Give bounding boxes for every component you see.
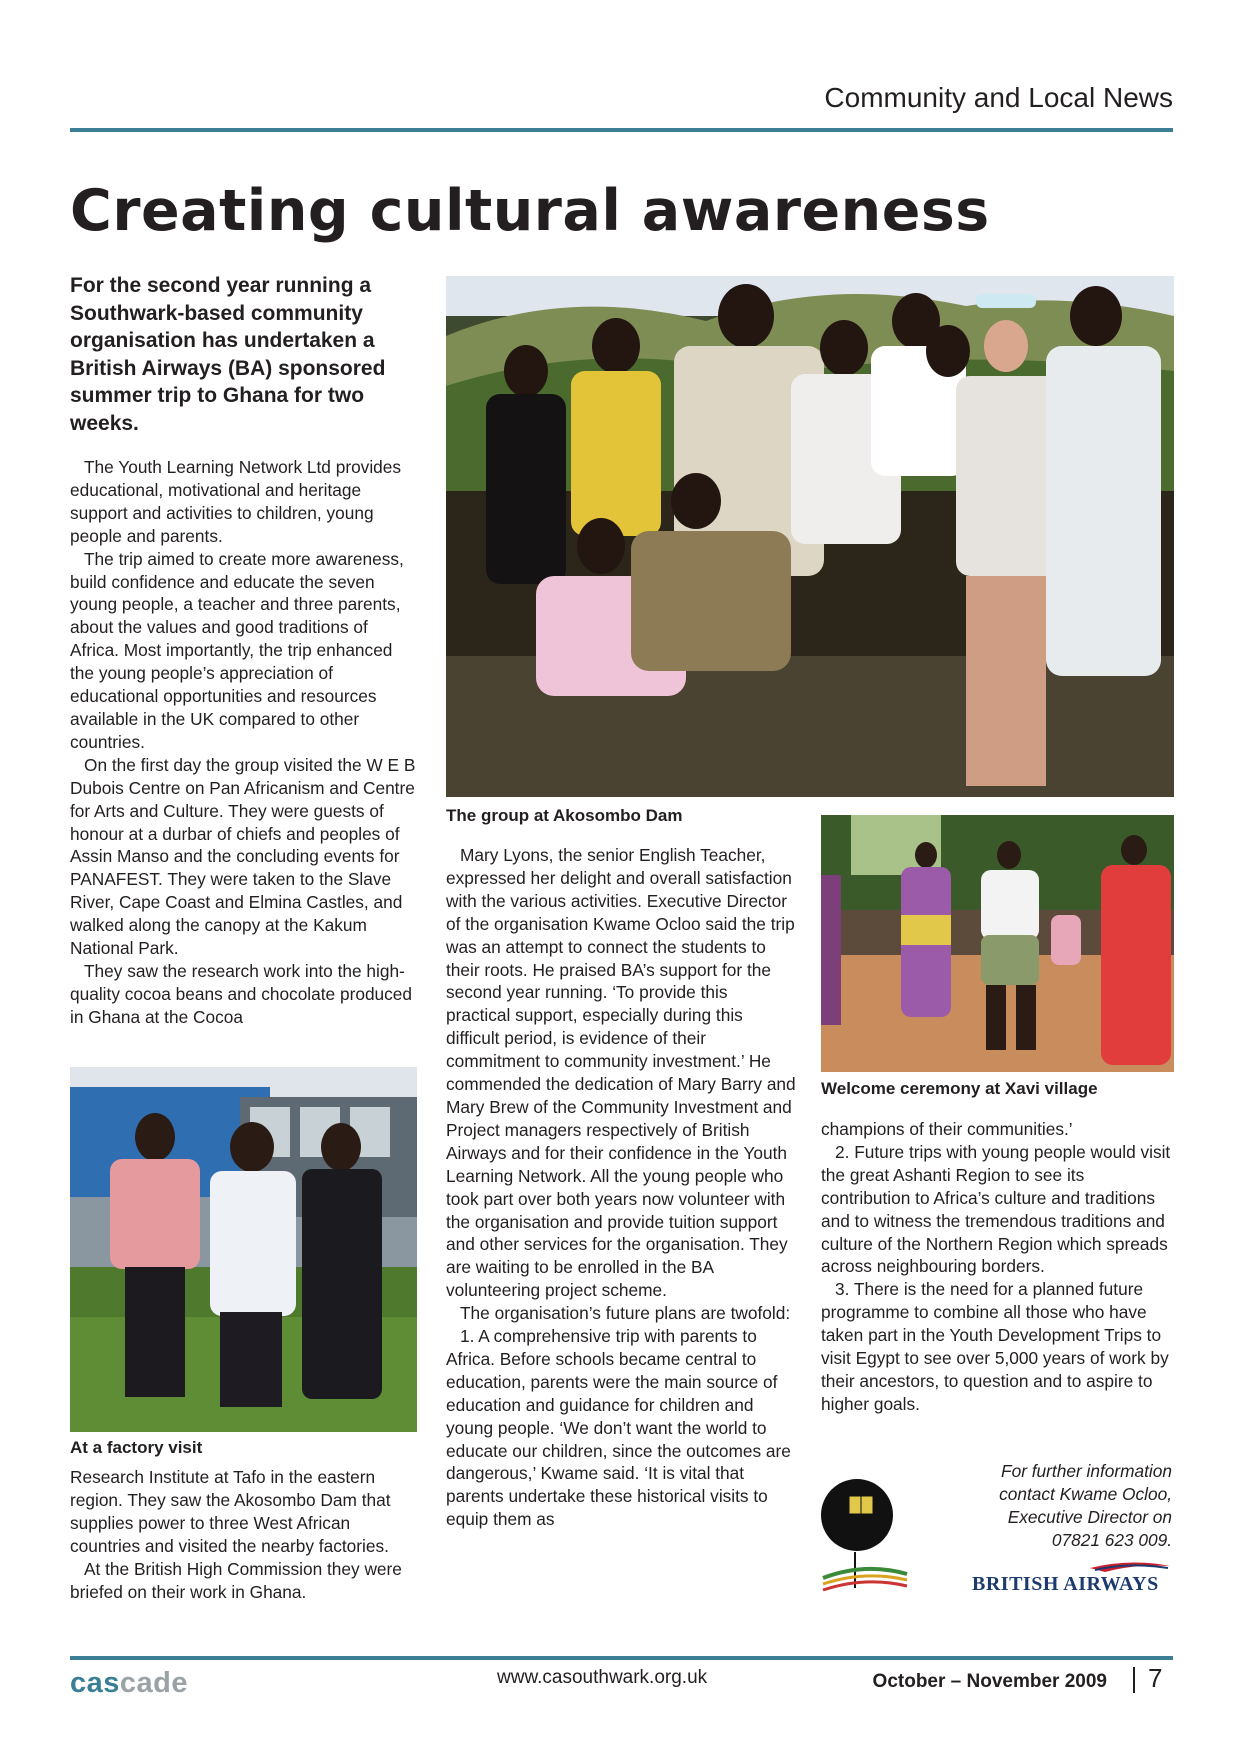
page-number: 7 <box>1148 1663 1163 1693</box>
paragraph: Research Institute at Tafo in the eastern region. They saw the Akosombo Dam that supplies power to three West African countries and visited the nearby factories. <box>70 1467 391 1556</box>
caption-factory: At a factory visit <box>70 1438 203 1457</box>
welcome-ceremony-photo <box>821 815 1174 1072</box>
brand-part-1: cas <box>70 1667 120 1699</box>
footer-divider <box>1133 1667 1135 1693</box>
paragraph: At the British High Commission they were briefed on their work in Ghana. <box>70 1558 402 1602</box>
footer-url: www.casouthwark.org.uk <box>497 1667 708 1688</box>
paragraph: Mary Lyons, the senior English Teacher, expressed her delight and overall satisfaction with the various activities. Executive Director of the organisation Kwame Ocloo said the trip was an attempt to connect the students to their roots. He praised BA’s support for the second year running. ‘To provide this practical support, especially during this difficult period, is evidence of their commitment to community investment.’ He commended the dedication of Mary Barry and Mary Brew of the Community Investment and Project managers respectively of British Airways and for their confidence in the Youth Learning Network. All the young people who took part over both years now volunteer with the organisation and provide tuition support and other services for the organisation. They are waiting to be enrolled in the BA volunteering project scheme. <box>446 845 796 1301</box>
paragraph: The trip aimed to create more awareness, build confidence and educate the seven young people, a teacher and three parents, about the values and good traditions of Africa. Most importantly, the trip enhanced the young people’s appreciation of educational opportunities and resources available in the UK compared to other countries. <box>70 548 404 752</box>
paragraph: 2. Future trips with young people would visit the great Ashanti Region to see its contribution to Africa’s culture and traditions and to witness the tremendous traditions and culture of the Northern Region which spreads across neighbouring borders. <box>821 1141 1171 1277</box>
column-2 <box>446 844 796 1531</box>
column-3 <box>821 1118 1173 1416</box>
paragraph: They saw the research work into the high-quality cocoa beans and chocolate produced in Ghana at the Cocoa <box>70 960 413 1027</box>
column-1 <box>70 456 420 1029</box>
footer-rule <box>70 1656 1173 1660</box>
paragraph: 3. There is the need for a planned future programme to combine all those who have taken part in the Youth Development Trips to visit Egypt to see over 5,000 years of work by their ancestors, to question and to aspire to higher goals. <box>821 1279 1169 1414</box>
header-rule <box>70 128 1173 132</box>
page-title: Creating cultural awareness <box>70 178 990 244</box>
caption-group: The group at Akosombo Dam <box>446 806 683 825</box>
factory-visit-photo <box>70 1067 417 1432</box>
paragraph: champions of their communities.’ <box>821 1119 1073 1139</box>
brand-part-2: cade <box>119 1667 188 1699</box>
paragraph: On the first day the group visited the W E B Dubois Centre on Pan Africanism and Centre for Arts and Culture. They were guests of honour at a durbar of chiefs and peoples of Assin Manso and the concluding events for PANAFEST. They were taken to the Slave River, Cape Coast and Elmina Castles, and walked along the canopy at the Kakum National Park. <box>70 754 416 959</box>
section-label: Community and Local News <box>824 82 1173 113</box>
british-airways-logo <box>970 1560 1175 1594</box>
paragraph: The organisation’s future plans are twofold: <box>460 1303 791 1324</box>
british-airways-wordmark: BRITISH AIRWAYS <box>972 1573 1159 1594</box>
paragraph: 1. A comprehensive trip with parents to Africa. Before schools became central to education, parents were the main source of education and guidance for children and young people. ‘We don’t want the world to educate our children, since the outcomes are dangerous,’ Kwame said. ‘It is vital that parents undertake these historical visits to equip them as <box>446 1326 791 1530</box>
caption-welcome: Welcome ceremony at Xavi village <box>821 1079 1098 1098</box>
paragraph: The Youth Learning Network Ltd provides educational, motivational and heritage support and activities to children, young people and parents. <box>70 457 402 546</box>
column-1-continued <box>70 1466 420 1603</box>
footer-brand <box>70 1667 188 1700</box>
article-intro: For the second year running a Southwark-based community organisation has undertaken a British Airways (BA) sponsored summer trip to Ghana for two weeks. <box>70 274 386 435</box>
group-photo <box>446 276 1174 797</box>
youth-learning-network-logo-icon <box>815 1470 911 1600</box>
further-information: For further information contact Kwame Ocloo, Executive Director on 07821 623 009. <box>999 1461 1172 1550</box>
footer-date: October – November 2009 <box>872 1671 1107 1692</box>
